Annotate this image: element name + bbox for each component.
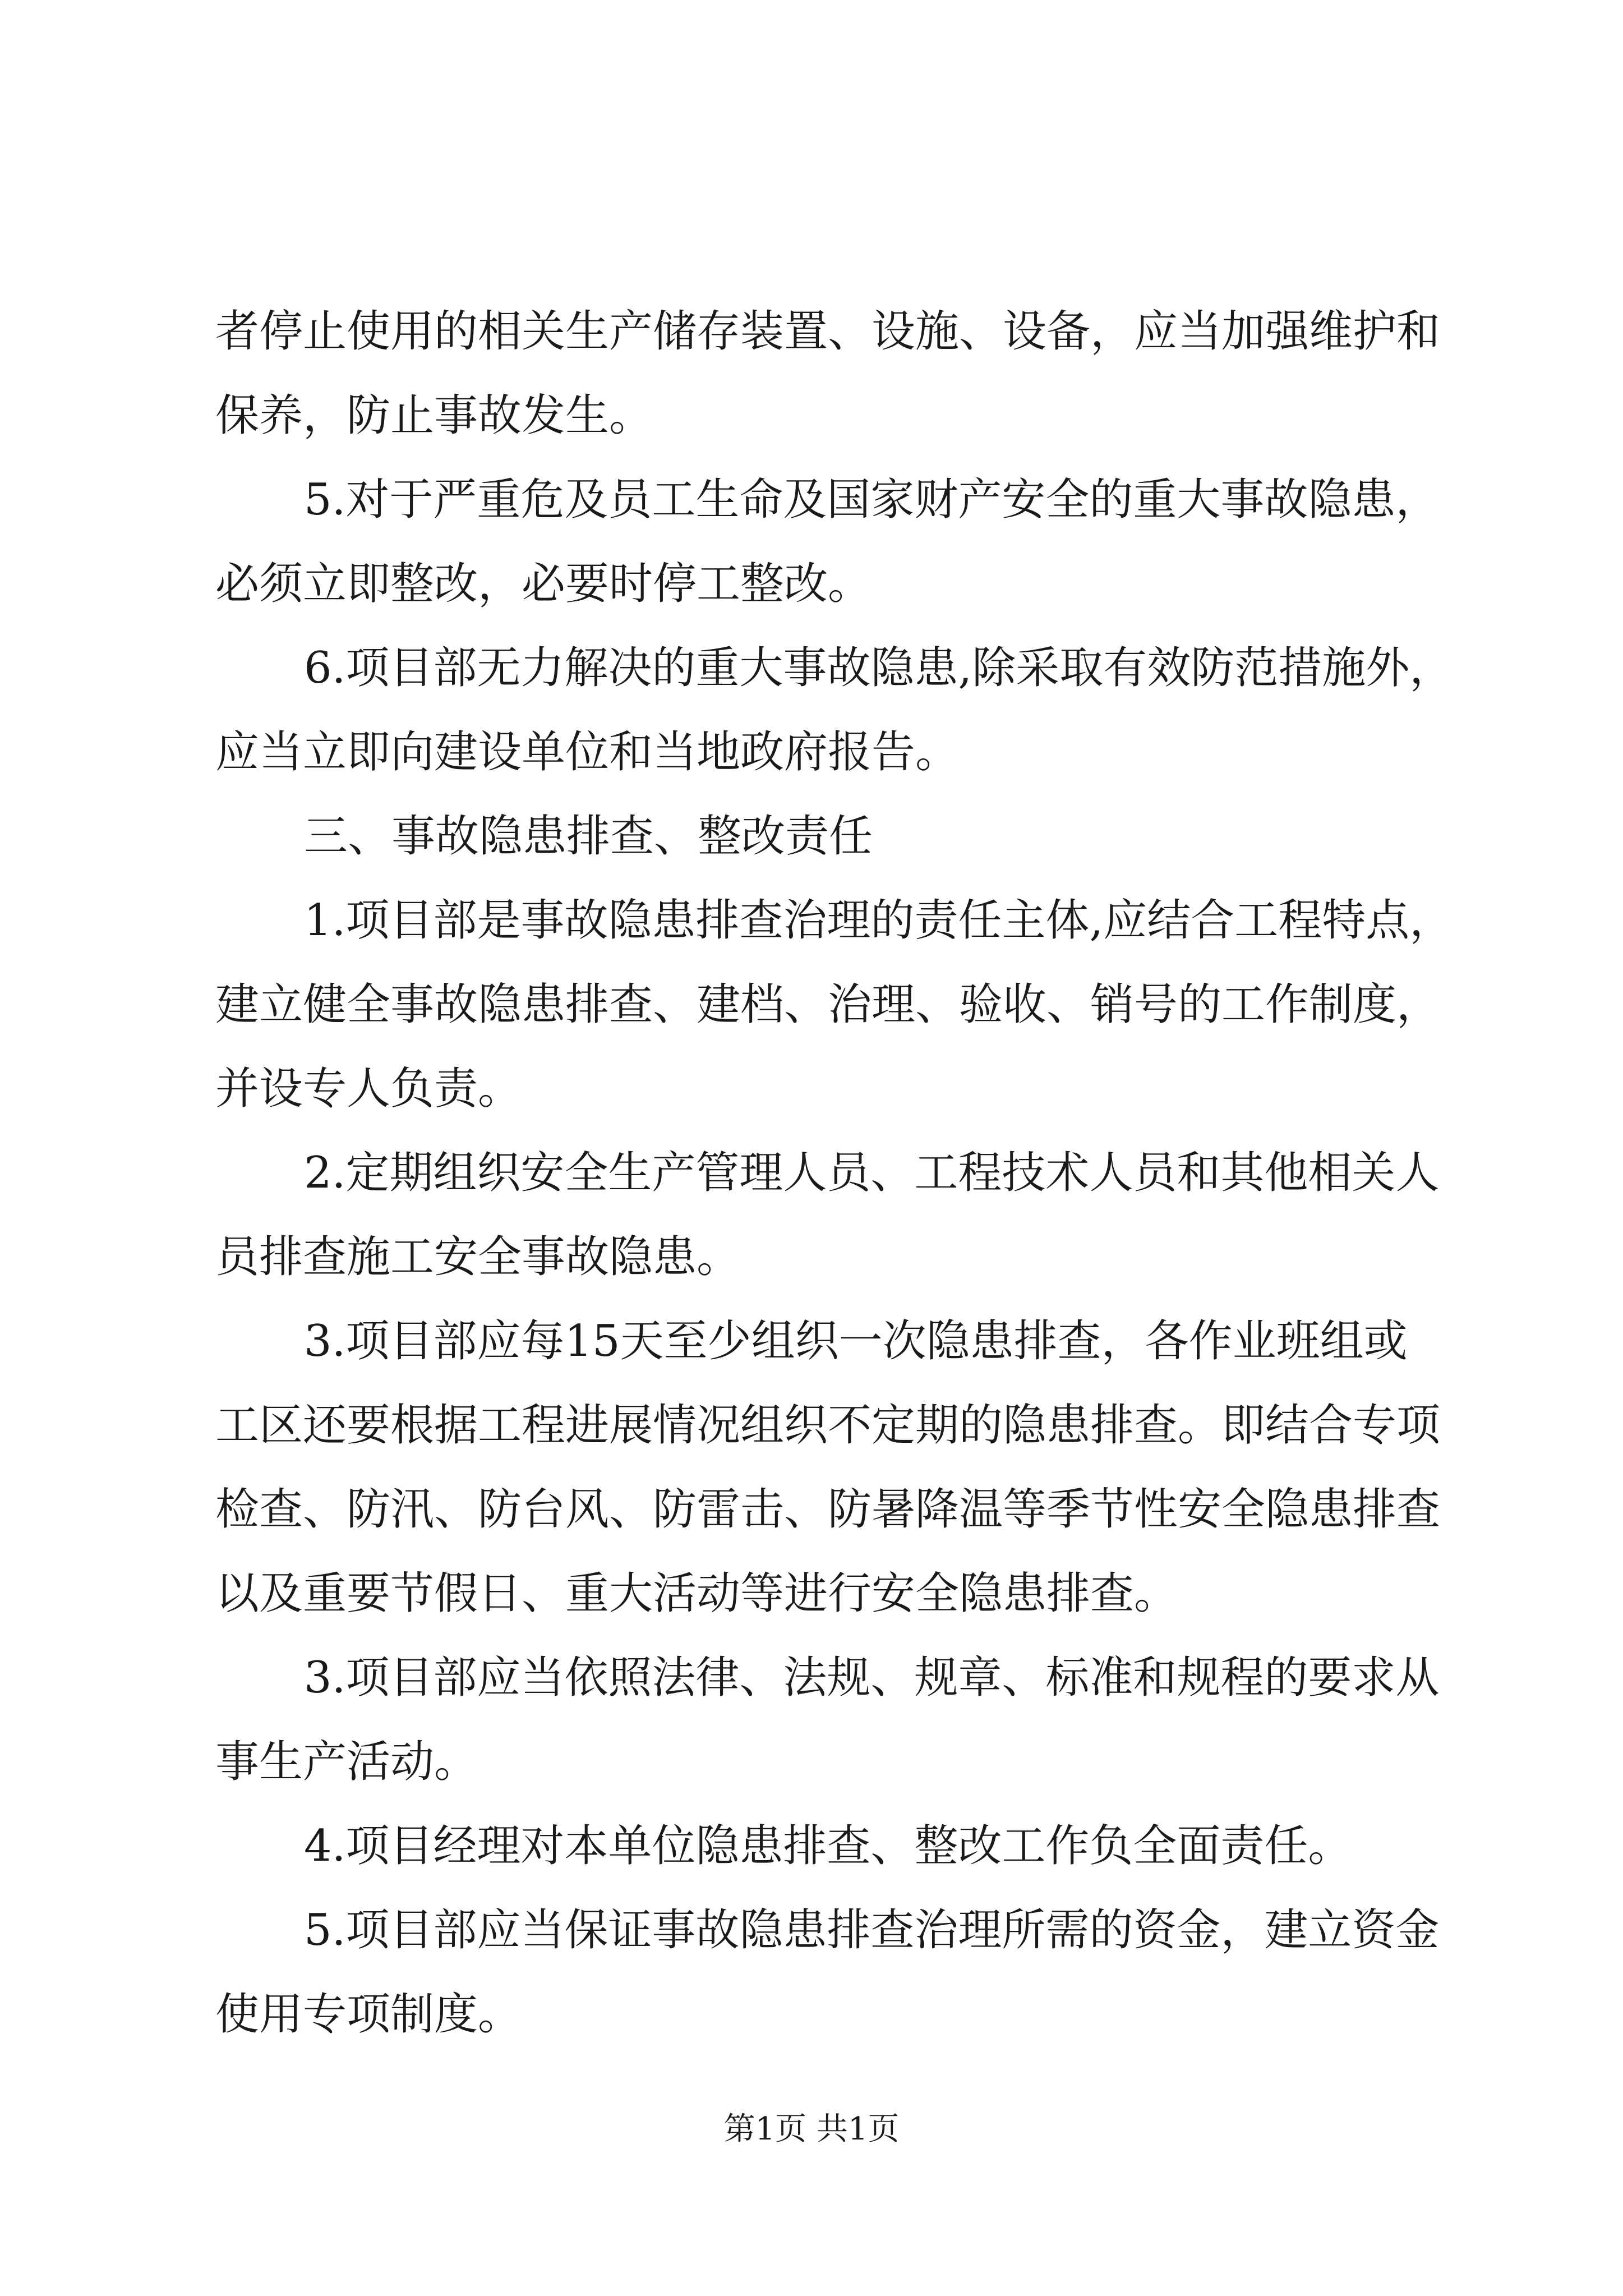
paragraph-line: 使用专项制度。 (215, 1989, 522, 2040)
paragraph-line: 工区还要根据工程进展情况组织不定期的隐患排查。即结合专项 (215, 1400, 1441, 1451)
paragraph-line: 应当立即向建设单位和当地政府报告。 (215, 727, 960, 777)
page-footer: 第1页 共1页 (723, 2111, 900, 2147)
list-item-line: 4.项目经理对本单位隐患排查、整改工作负全面责任。 (304, 1821, 1352, 1871)
paragraph-line: 必须立即整改，必要时停工整改。 (215, 559, 872, 609)
paragraph-line: 事生产活动。 (215, 1737, 478, 1787)
list-item-line: 5.项目部应当保证事故隐患排查治理所需的资金，建立资金 (304, 1905, 1440, 1955)
paragraph-line: 以及重要节假日、重大活动等进行安全隐患排查。 (215, 1568, 1178, 1619)
list-item-line: 6.项目部无力解决的重大事故隐患,除采取有效防范措施外， (304, 643, 1454, 693)
list-item-line: 3.项目部应当依照法律、法规、规章、标准和规程的要求从 (304, 1653, 1440, 1703)
paragraph-line: 员排查施工安全事故隐患。 (215, 1232, 741, 1282)
paragraph-line: 建立健全事故隐患排查、建档、治理、验收、销号的工作制度， (215, 979, 1441, 1030)
paragraph-line: 保养，防止事故发生。 (215, 390, 653, 441)
section-heading: 三、事故隐患排查、整改责任 (304, 811, 873, 862)
list-item-line: 1.项目部是事故隐患排查治理的责任主体,应结合工程特点， (304, 895, 1454, 946)
paragraph-line: 检查、防汛、防台风、防雷击、防暑降温等季节性安全隐患排查 (215, 1484, 1441, 1535)
list-item-line: 5.对于严重危及员工生命及国家财产安全的重大事故隐患， (304, 475, 1440, 525)
list-item-line: 3.项目部应每15天至少组织一次隐患排查，各作业班组或 (304, 1316, 1408, 1366)
list-item-line: 2.定期组织安全生产管理人员、工程技术人员和其他相关人 (304, 1148, 1440, 1198)
paragraph-line: 并设专人负责。 (215, 1064, 522, 1114)
paragraph-line: 者停止使用的相关生产储存装置、设施、设备，应当加强维护和 (215, 306, 1441, 357)
